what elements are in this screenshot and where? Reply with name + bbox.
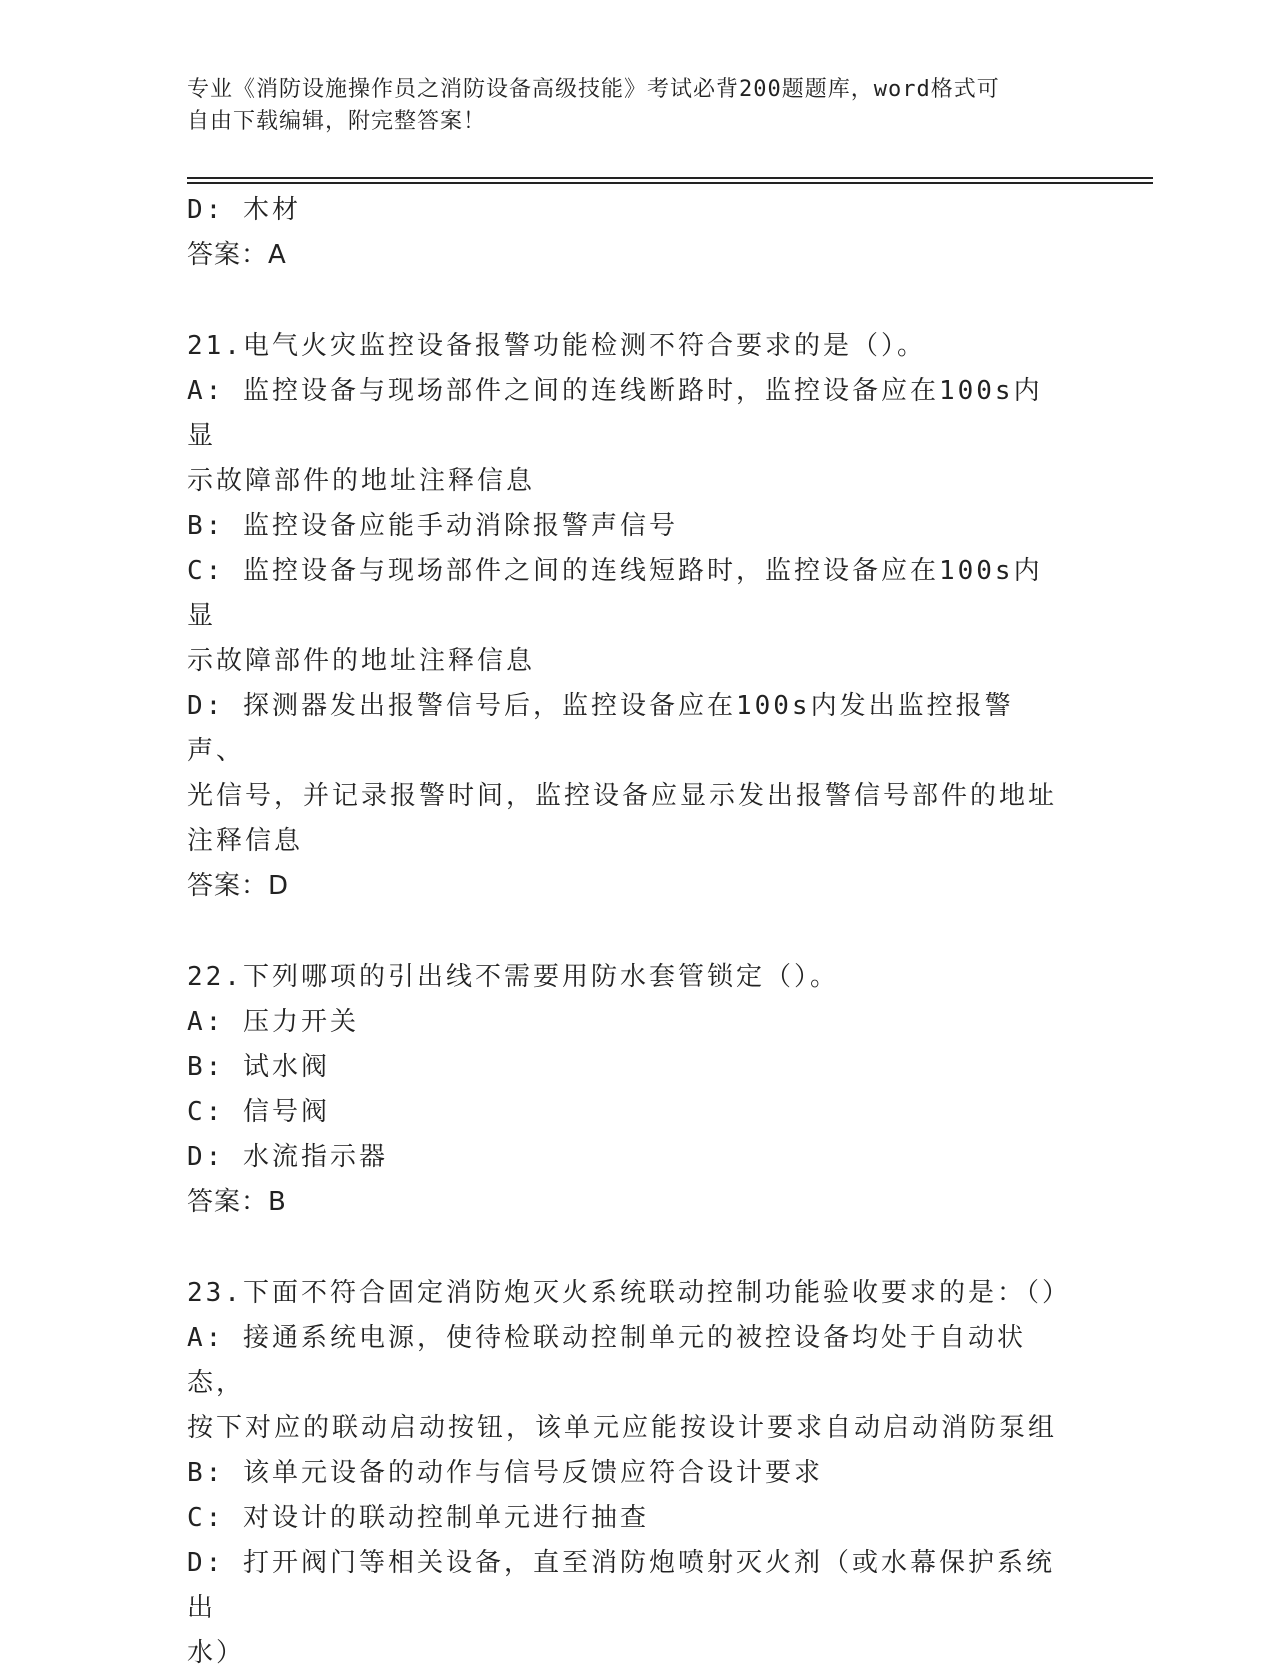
option-a-cont: 示故障部件的地址注释信息 bbox=[187, 466, 536, 496]
option-d: D: 水流指示器 bbox=[187, 1142, 388, 1172]
option-c-cont: 示故障部件的地址注释信息 bbox=[187, 646, 536, 676]
document-header bbox=[187, 74, 1067, 138]
document-body bbox=[187, 188, 1071, 1676]
option-c: C: 监控设备与现场部件之间的连线短路时，监控设备应在100s内显 bbox=[187, 556, 1043, 631]
option-d: D: 木材 bbox=[187, 195, 301, 225]
option-d-cont: 光信号，并记录报警时间，监控设备应显示发出报警信号部件的地址 bbox=[187, 781, 1058, 811]
question-21 bbox=[187, 324, 1067, 909]
option-a-cont: 按下对应的联动启动按钮，该单元应能按设计要求自动启动消防泵组 bbox=[187, 1413, 1058, 1443]
option-c: C: 信号阀 bbox=[187, 1097, 330, 1127]
header-line-2: 自由下载编辑，附完整答案！ bbox=[187, 109, 487, 134]
spacer bbox=[187, 909, 1067, 955]
option-b: B: 该单元设备的动作与信号反馈应符合设计要求 bbox=[187, 1458, 823, 1488]
option-d: D: 打开阀门等相关设备，直至消防炮喷射灭火剂（或水幕保护系统出 bbox=[187, 1548, 1055, 1623]
option-d-cont-2: 注释信息 bbox=[187, 826, 304, 856]
option-b: B: 监控设备应能手动消除报警声信号 bbox=[187, 511, 678, 541]
option-d: D: 探测器发出报警信号后，监控设备应在100s内发出监控报警声、 bbox=[187, 691, 1014, 766]
option-a: A: 监控设备与现场部件之间的连线断路时，监控设备应在100s内显 bbox=[187, 376, 1043, 451]
question-stem: 23.下面不符合固定消防炮灭火系统联动控制功能验收要求的是：（） bbox=[187, 1278, 1071, 1308]
spacer bbox=[187, 278, 1067, 324]
question-stem: 21.电气火灾监控设备报警功能检测不符合要求的是（）。 bbox=[187, 331, 926, 361]
option-a: A: 压力开关 bbox=[187, 1007, 359, 1037]
question-stem: 22.下列哪项的引出线不需要用防水套管锁定（）。 bbox=[187, 962, 839, 992]
question-22 bbox=[187, 955, 1067, 1225]
spacer bbox=[187, 1225, 1067, 1271]
option-a: A: 接通系统电源，使待检联动控制单元的被控设备均处于自动状态， bbox=[187, 1323, 1026, 1398]
answer-line: 答案：D bbox=[187, 871, 290, 901]
answer-line: 答案：A bbox=[187, 240, 287, 270]
header-line-1: 专业《消防设施操作员之消防设备高级技能》考试必背200题题库，word格式可 bbox=[187, 77, 1000, 102]
question-23 bbox=[187, 1271, 1071, 1676]
answer-line: 答案：B bbox=[187, 1187, 287, 1217]
header-rule-bottom bbox=[187, 182, 1153, 184]
option-b: B: 试水阀 bbox=[187, 1052, 330, 1082]
previous-question-tail bbox=[187, 188, 1067, 278]
option-c: C: 对设计的联动控制单元进行抽查 bbox=[187, 1503, 649, 1533]
header-rule-top bbox=[187, 177, 1153, 179]
option-d-cont: 水） bbox=[187, 1638, 246, 1668]
